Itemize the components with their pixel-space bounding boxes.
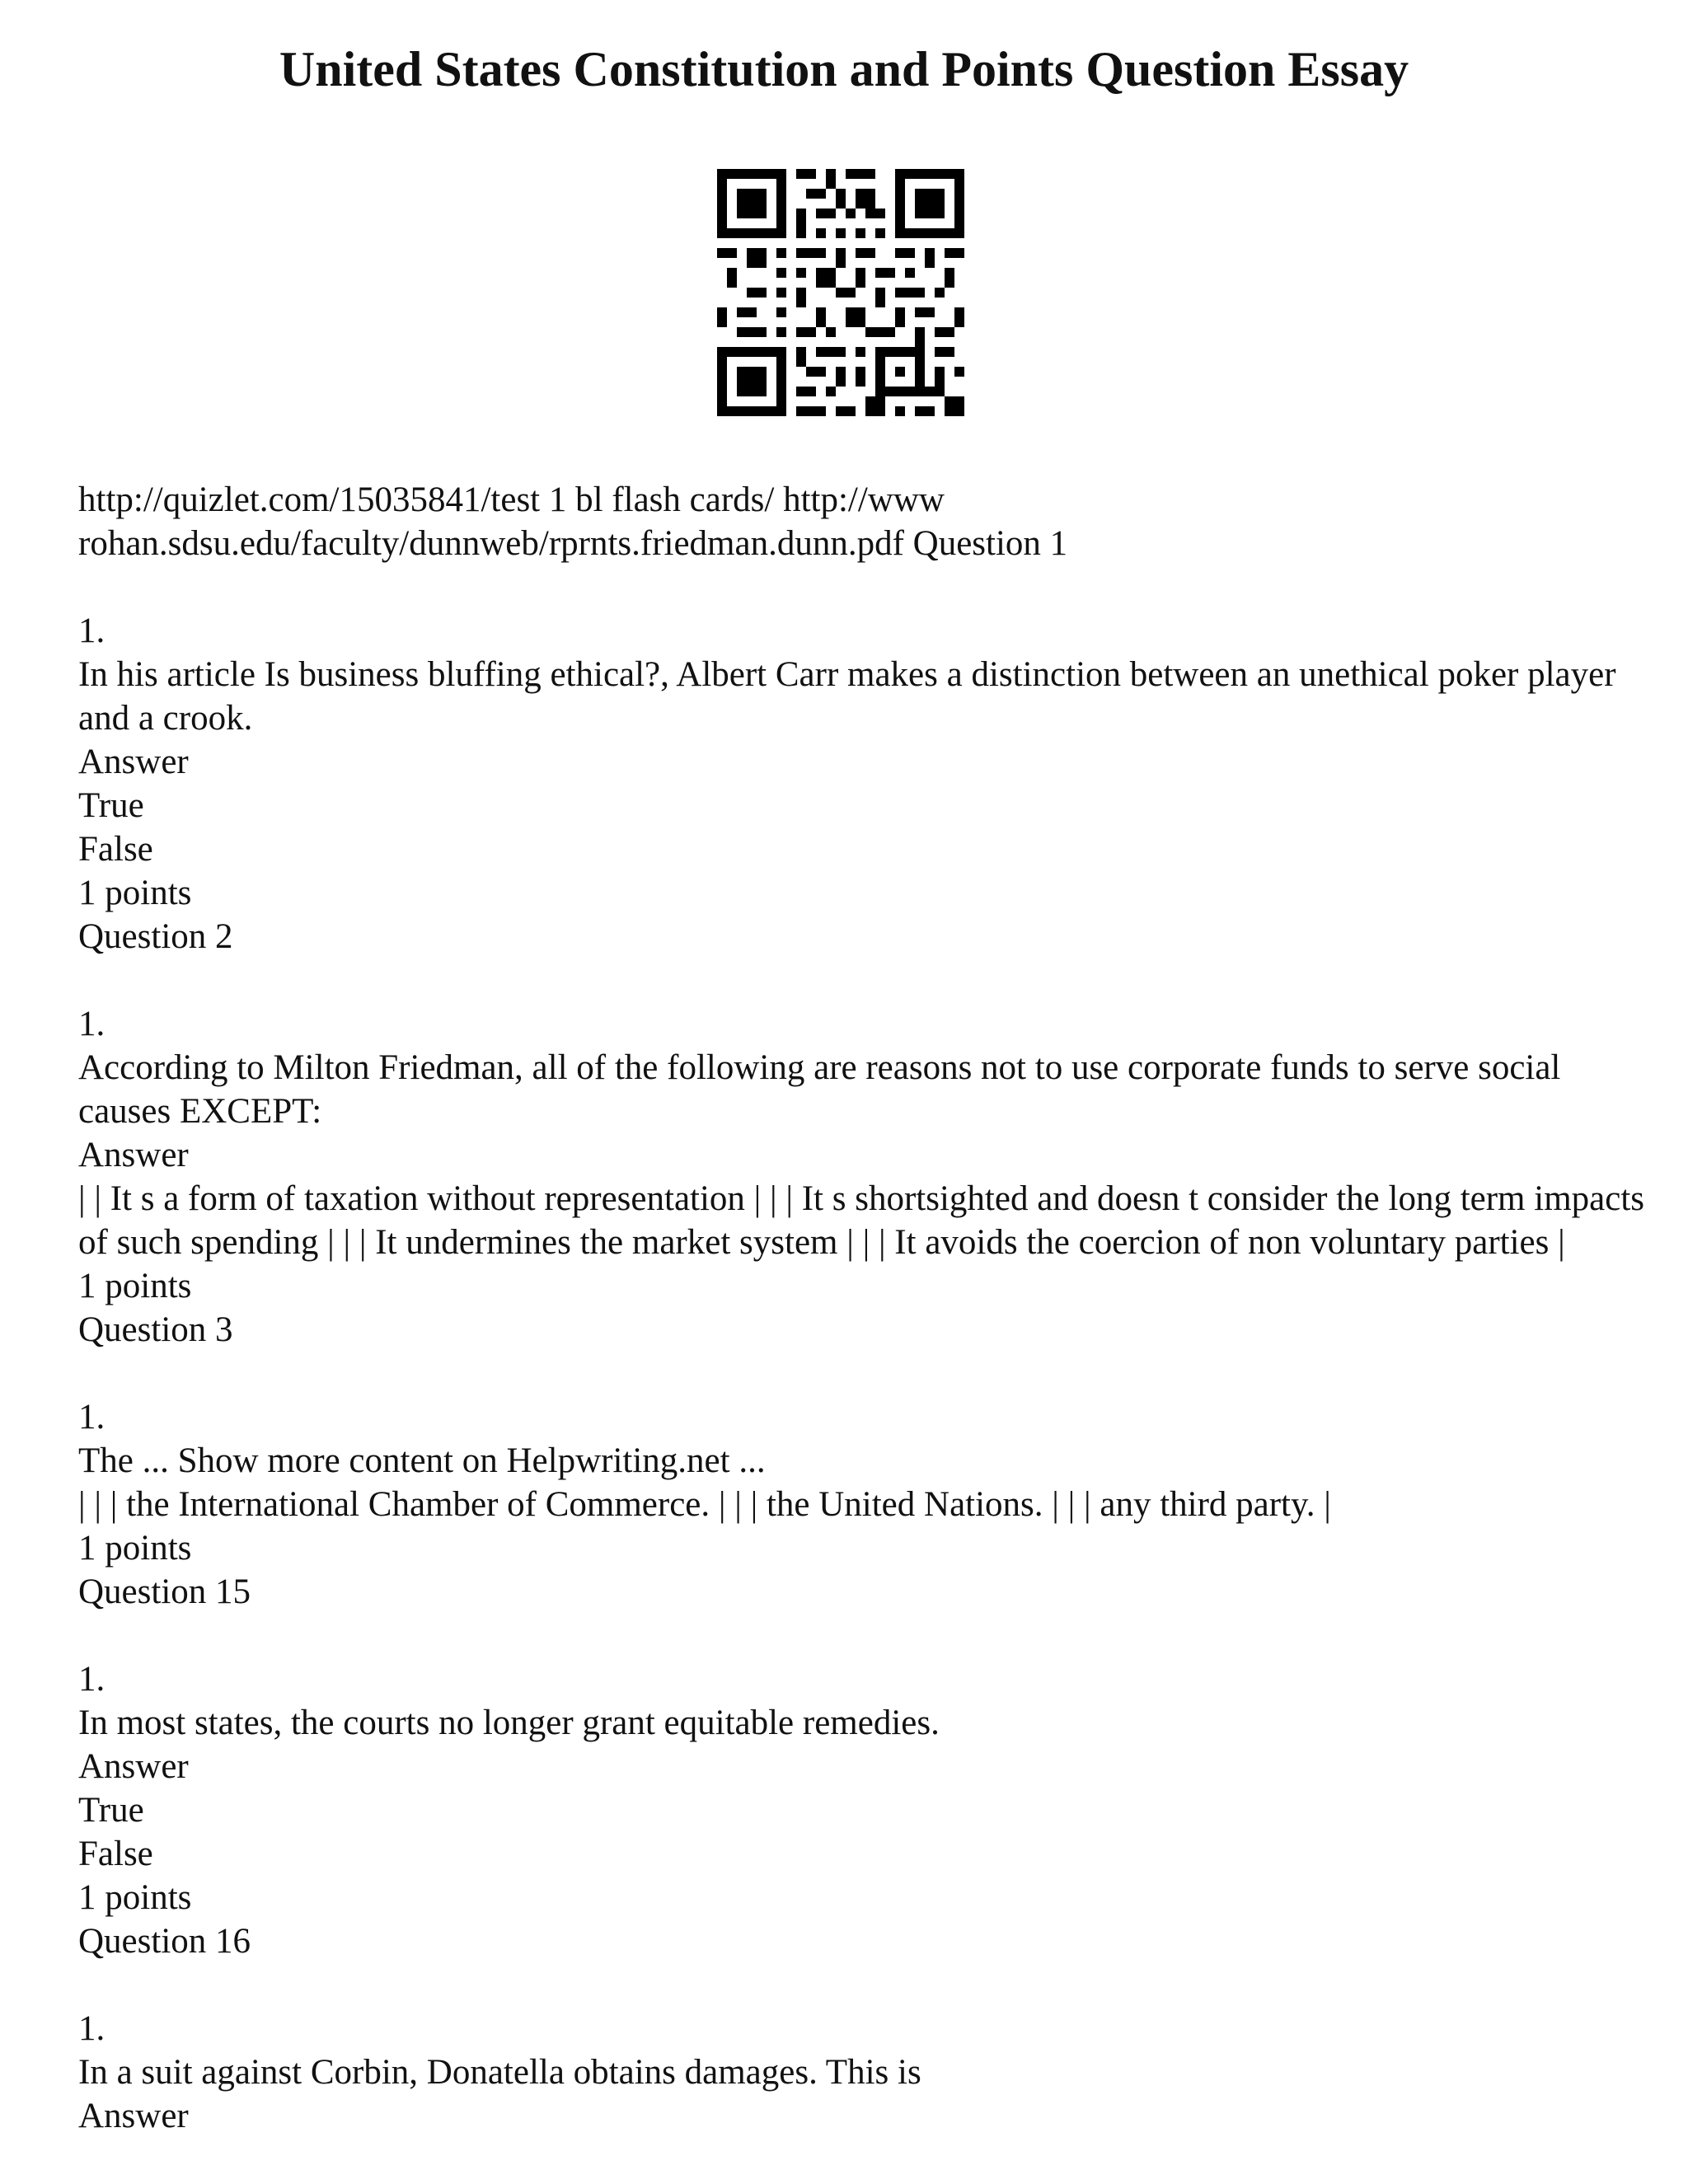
next-question-label: Question 15 [78, 1572, 251, 1611]
answer-label: Answer [78, 1136, 189, 1174]
question-text: In most states, the courts no longer grant equitable remedies. [78, 1704, 940, 1742]
next-question-label: Question 16 [78, 1922, 251, 1961]
question-number: 1. [78, 612, 106, 650]
answer-label: Answer [78, 743, 189, 781]
answer-option: False [78, 830, 153, 869]
question-text: The ... Show more content on Helpwriting.net ... [78, 1441, 766, 1480]
source-line: rohan.sdsu.edu/faculty/dunnweb/rprnts.friedman.dunn.pdf Question 1 [78, 524, 1068, 563]
points-label: 1 points [78, 1878, 192, 1917]
answer-option: True [78, 786, 144, 825]
question-text: In his article Is business bluffing ethical?, Albert Carr makes a distinction between an unethical poker player and a crook. [78, 655, 1616, 738]
question-block [78, 609, 1644, 958]
document-title: United States Constitution and Points Question Essay [279, 42, 1409, 96]
answer-options-text: | | | the International Chamber of Commerce. | | | the United Nations. | | | any third party. | [78, 1485, 1331, 1524]
question-block [78, 1002, 1644, 1352]
answer-label: Answer [78, 2097, 189, 2135]
points-label: 1 points [78, 1267, 192, 1305]
source-line: http://quizlet.com/15035841/test 1 bl flash cards/ http://www [78, 480, 945, 519]
document-body [78, 478, 1644, 2138]
question-block [78, 2007, 1644, 2138]
answer-option: True [78, 1791, 144, 1830]
question-number: 1. [78, 1005, 106, 1043]
question-number: 1. [78, 1398, 106, 1436]
qr-code-icon [717, 169, 964, 416]
question-text: In a suit against Corbin, Donatella obtains damages. This is [78, 2053, 921, 2092]
question-block [78, 1395, 1644, 1614]
question-block [78, 1657, 1644, 1963]
question-text: According to Milton Friedman, all of the following are reasons not to use corporate funds to serve social causes EXCEPT: [78, 1048, 1561, 1131]
question-number: 1. [78, 1660, 106, 1699]
question-number: 1. [78, 2009, 106, 2048]
answer-options-text: | | It s a form of taxation without representation | | | It s shortsighted and doesn t consider the long term impacts of such spending | | | It undermines the market system | | | It avoids the coercion of non voluntary parties | [78, 1179, 1644, 1262]
points-label: 1 points [78, 1529, 192, 1568]
points-label: 1 points [78, 874, 192, 912]
next-question-label: Question 2 [78, 917, 233, 956]
answer-option: False [78, 1835, 153, 1873]
next-question-label: Question 3 [78, 1310, 233, 1349]
answer-label: Answer [78, 1747, 189, 1786]
